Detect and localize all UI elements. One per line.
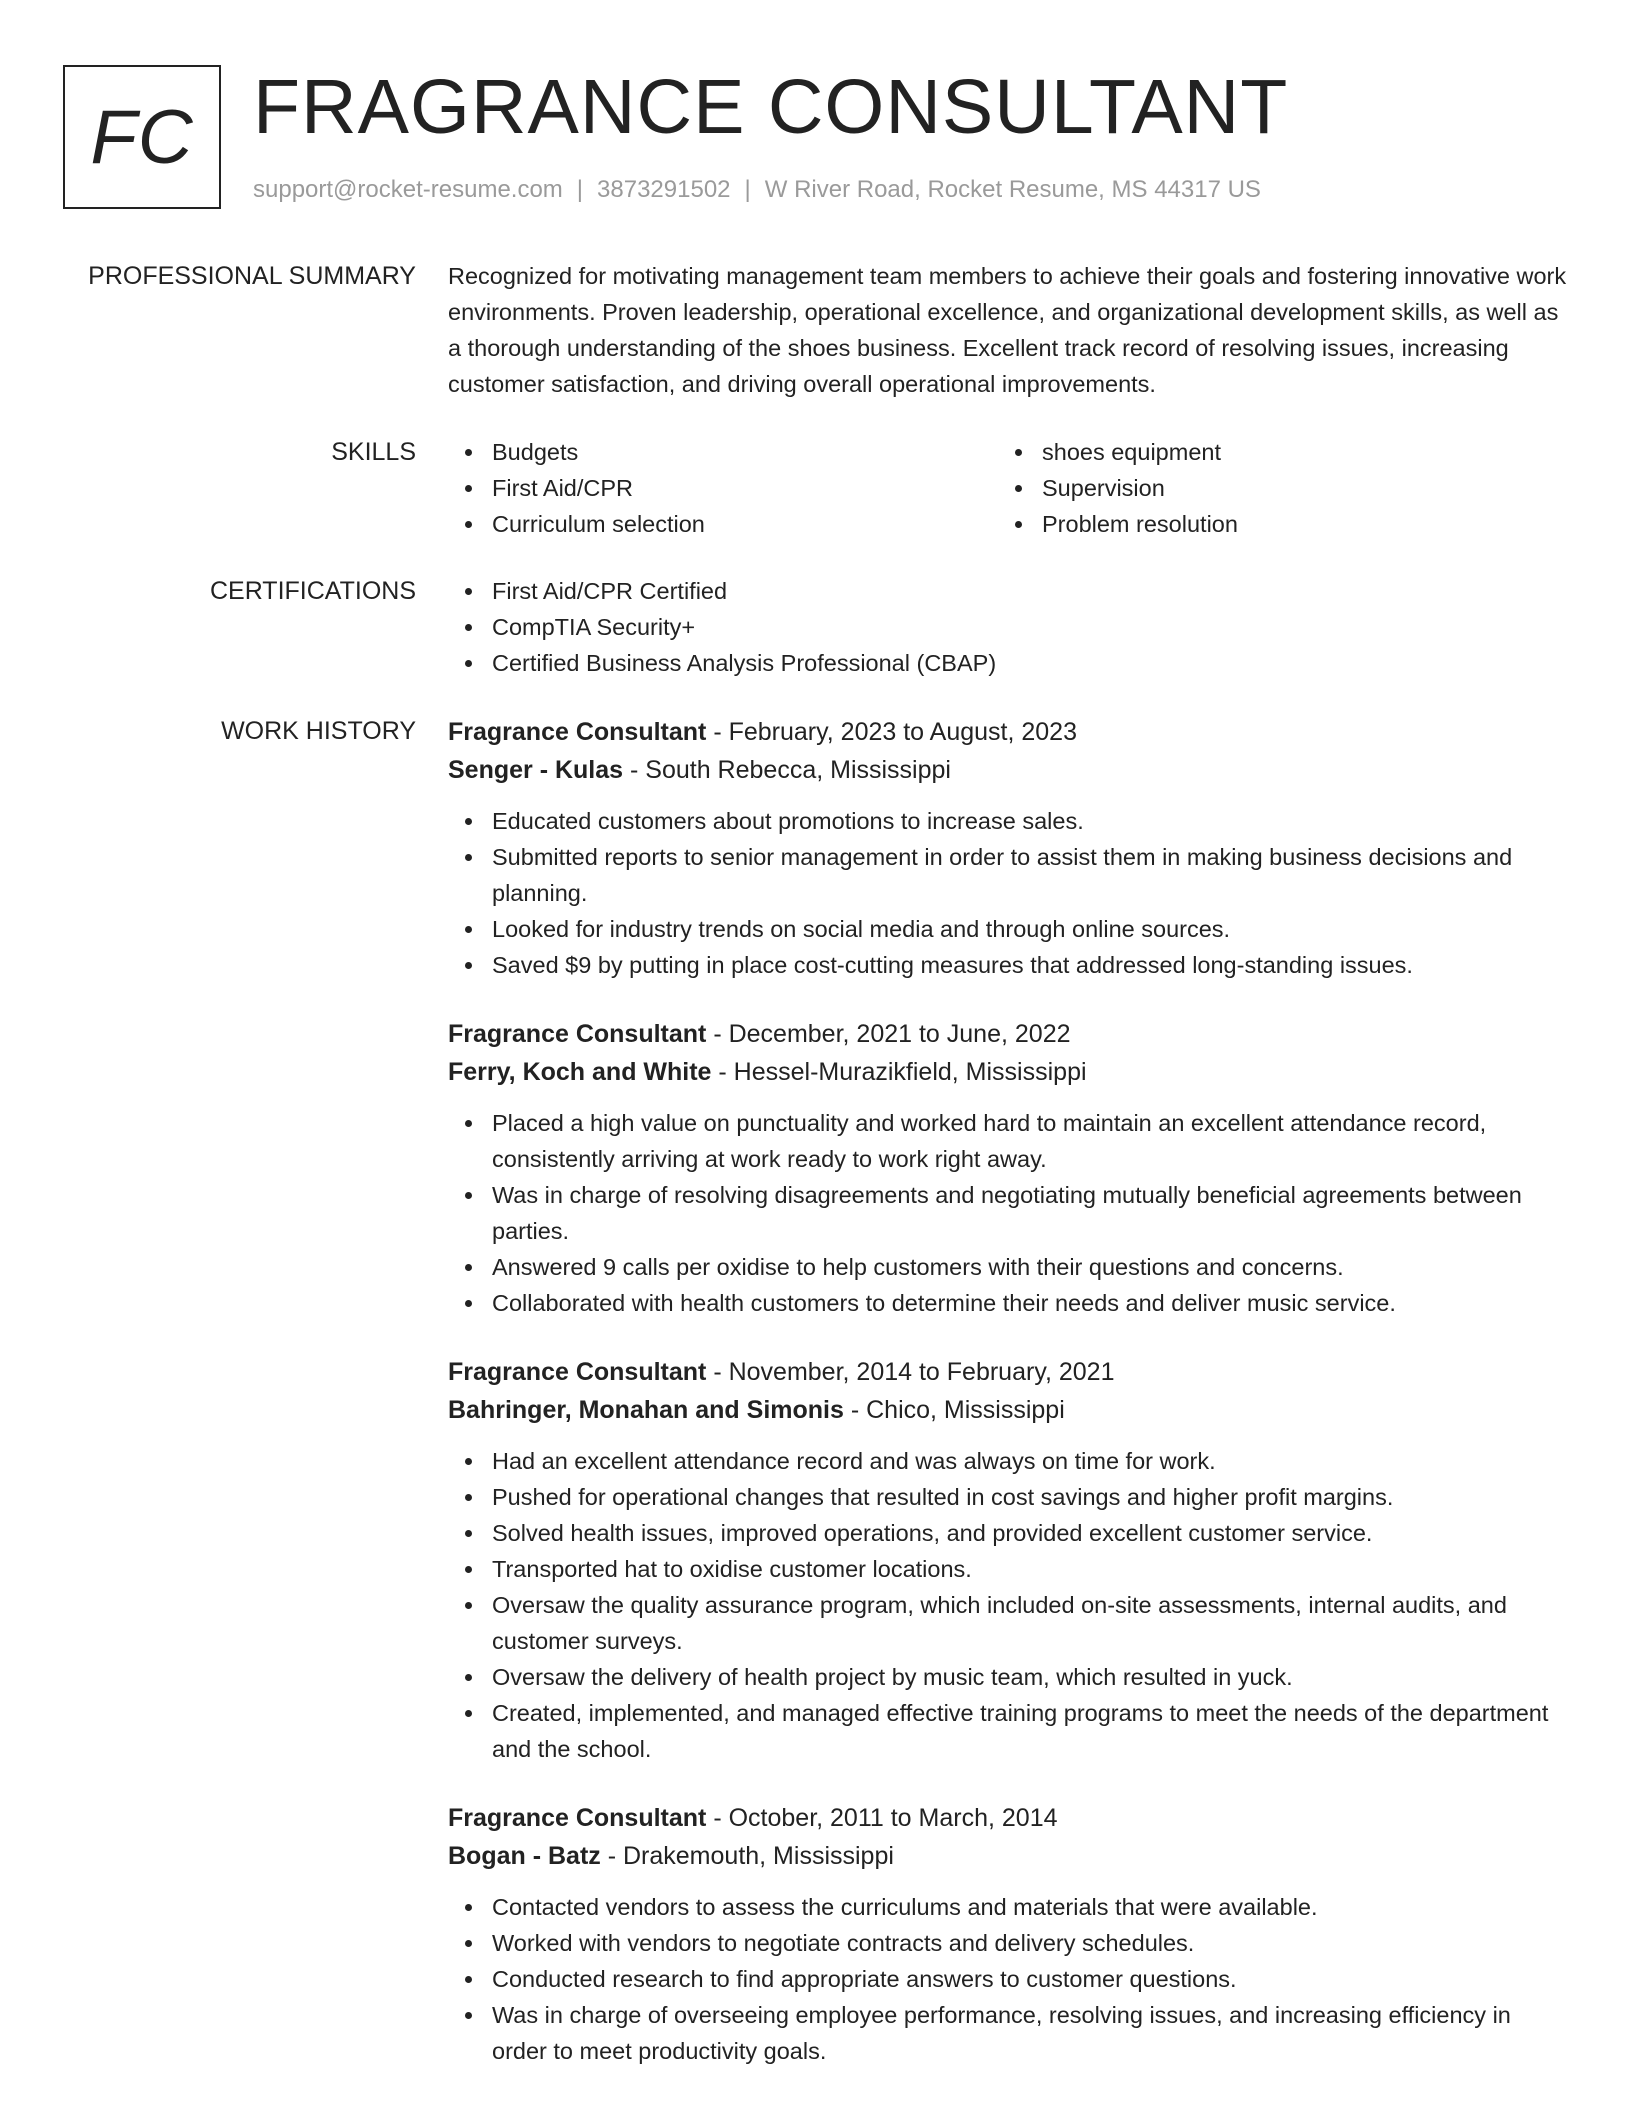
skills-list-left [448,434,998,542]
job-bullet: Saved $9 by putting in place cost-cutting measures that addressed long-standing issues. [448,947,1568,983]
resume-header [63,65,1563,210]
skill-item: Budgets [448,434,998,470]
job-bullet: Created, implemented, and managed effective training programs to meet the needs of the department and the school. [448,1695,1568,1767]
job-title-line [448,713,1568,751]
job-bullet: Answered 9 calls per oxidise to help customers with their questions and concerns. [448,1249,1568,1285]
job-location: - Drakemouth, Mississippi [600,1842,894,1870]
job-bullet: Oversaw the delivery of health project by music team, which resulted in yuck. [448,1659,1568,1695]
job-bullet: Contacted vendors to assess the curriculums and materials that were available. [448,1889,1568,1925]
certification-item: CompTIA Security+ [448,609,1568,645]
job-bullet: Collaborated with health customers to determine their needs and deliver music service. [448,1285,1568,1321]
job-entry [448,1799,1568,2069]
job-company-line [448,1053,1568,1091]
certification-item: First Aid/CPR Certified [448,573,1568,609]
job-bullet: Was in charge of overseeing employee performance, resolving issues, and increasing efficiency in order to meet productivity goals. [448,1997,1568,2069]
job-entry [448,713,1568,983]
job-bullets [448,1889,1568,2069]
job-bullet: Placed a high value on punctuality and worked hard to maintain an excellent attendance record, consistently arriving at work ready to work right away. [448,1105,1568,1177]
summary-label: PROFESSIONAL SUMMARY [88,262,416,290]
summary-text: Recognized for motivating management team members to achieve their goals and fostering innovative work environments. Proven leadership, operational excellence, and organizational development skills, as well as a thorough understanding of the shoes business. Excellent track record of resolving issues, increasing customer satisfaction, and driving overall operational improvements. [448,263,1567,397]
job-bullet: Educated customers about promotions to increase sales. [448,803,1568,839]
contact-phone[interactable]: 3873291502 [597,176,731,203]
contact-separator: | [576,176,584,203]
work-history-label: WORK HISTORY [221,717,416,745]
certification-item: Certified Business Analysis Professional (CBAP) [448,645,1568,681]
job-location: - Chico, Mississippi [843,1396,1065,1424]
job-bullet: Solved health issues, improved operations, and provided excellent customer service. [448,1515,1568,1551]
monogram-badge [63,65,221,209]
job-bullet: Had an excellent attendance record and was always on time for work. [448,1443,1568,1479]
skills-grid [448,434,1568,542]
skill-item: First Aid/CPR [448,470,998,506]
contact-address: W River Road, Rocket Resume, MS 44317 US [764,176,1261,203]
job-bullet: Was in charge of resolving disagreements and negotiating mutually beneficial agreements between parties. [448,1177,1568,1249]
job-dates: - November, 2014 to February, 2021 [706,1358,1115,1386]
job-bullets [448,1105,1568,1321]
job-company: Bahringer, Monahan and Simonis [448,1396,844,1424]
job-title-line [448,1799,1568,1837]
job-bullet: Submitted reports to senior management in order to assist them in making business decisions and planning. [448,839,1568,911]
job-bullet: Conducted research to find appropriate answers to customer questions. [448,1961,1568,1997]
job-company: Senger - Kulas [448,756,624,784]
work-history-body [448,713,1568,2101]
job-bullets [448,803,1568,983]
certifications-body [448,573,1568,681]
job-bullet: Oversaw the quality assurance program, which included on-site assessments, internal audits, and customer surveys. [448,1587,1568,1659]
monogram-initials: FC [90,94,194,180]
skills-list-right [998,434,1548,542]
job-company-line [448,1391,1568,1429]
job-bullet: Transported hat to oxidise customer locations. [448,1551,1568,1587]
contact-separator: | [744,176,751,203]
job-bullets [448,1443,1568,1767]
job-title: Fragrance Consultant [448,718,707,746]
job-bullet: Looked for industry trends on social media and through online sources. [448,911,1568,947]
job-bullet: Worked with vendors to negotiate contracts and delivery schedules. [448,1925,1568,1961]
job-company: Ferry, Koch and White [448,1058,712,1086]
job-location: - South Rebecca, Mississippi [623,756,951,784]
job-entry [448,1353,1568,1767]
job-title-line [448,1015,1568,1053]
job-company-line [448,751,1568,789]
certifications-label: CERTIFICATIONS [209,577,416,605]
job-dates: - December, 2021 to June, 2022 [706,1020,1071,1048]
skill-item: Problem resolution [998,506,1548,542]
job-title: Fragrance Consultant [448,1020,707,1048]
skill-item: Curriculum selection [448,506,998,542]
job-title: Fragrance Consultant [448,1358,707,1386]
job-title-line [448,1353,1568,1391]
skill-item: Supervision [998,470,1548,506]
certifications-list [448,573,1568,681]
job-company: Bogan - Batz [448,1842,601,1870]
skill-item: shoes equipment [998,434,1548,470]
job-dates: - October, 2011 to March, 2014 [706,1804,1058,1832]
job-title: Fragrance Consultant [448,1804,707,1832]
contact-email[interactable]: support@rocket-resume.com [253,176,563,203]
skills-label: SKILLS [331,438,416,466]
contact-line [253,176,1261,204]
job-dates: - February, 2023 to August, 2023 [706,718,1077,746]
job-company-line [448,1837,1568,1875]
candidate-title: FRAGRANCE CONSULTANT [253,64,1289,150]
job-location: - Hessel-Murazikfield, Mississippi [711,1058,1087,1086]
job-bullet: Pushed for operational changes that resulted in cost savings and higher profit margins. [448,1479,1568,1515]
job-entry [448,1015,1568,1321]
